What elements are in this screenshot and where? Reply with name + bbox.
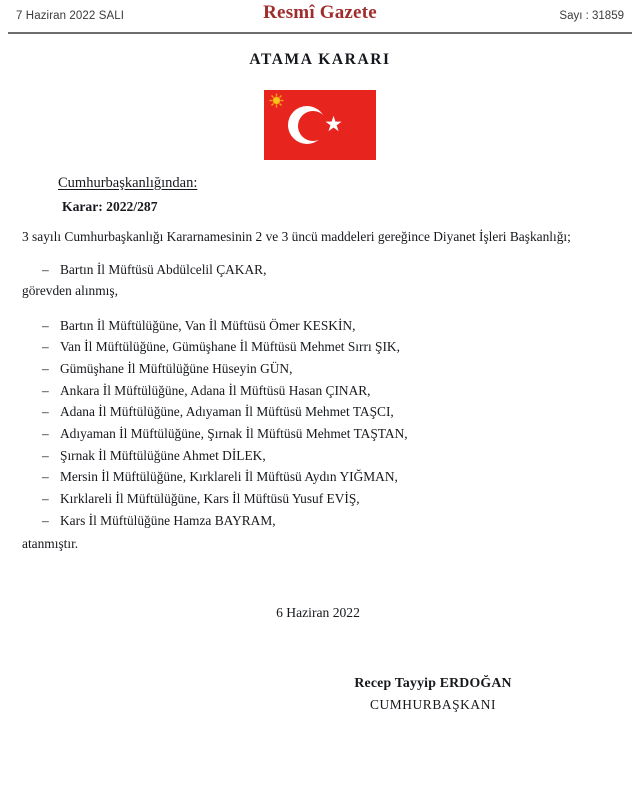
list-item-text: Adana İl Müftülüğüne, Adıyaman İl Müftüsü Mehmet TAŞCI, — [60, 404, 394, 420]
masthead-date: 7 Haziran 2022 SALI — [16, 10, 125, 22]
appointment-list — [22, 315, 614, 532]
dash-marker: – — [42, 512, 49, 528]
decision-number: Karar: 2022/287 — [62, 198, 158, 214]
dash-marker: – — [42, 262, 49, 278]
list-item-text: Gümüşhane İl Müftülüğüne Hüseyin GÜN, — [60, 360, 293, 376]
dash-marker: – — [42, 447, 49, 463]
spacer — [22, 250, 614, 259]
list-item — [22, 336, 614, 358]
list-item-text: Kars İl Müftülüğüne Hamza BAYRAM, — [60, 512, 276, 528]
decree-date: 6 Haziran 2022 — [276, 604, 360, 620]
masthead — [0, 0, 640, 34]
list-item — [22, 510, 614, 532]
star-glyph: ★ — [324, 112, 343, 136]
list-item — [22, 466, 614, 488]
list-item — [22, 423, 614, 445]
masthead-title: Resmî Gazete — [263, 2, 377, 23]
list-item-text: Adıyaman İl Müftülüğüne, Şırnak İl Müftüsü Mehmet TAŞTAN, — [60, 426, 408, 442]
list-item-text: Şırnak İl Müftülüğüne Ahmet DİLEK, — [60, 447, 266, 463]
dash-marker: – — [42, 339, 49, 355]
signature-block — [22, 676, 614, 712]
list-item — [22, 380, 614, 402]
list-item-text: Kırklareli İl Müftülüğüne, Kars İl Müftüsü Yusuf EVİŞ, — [60, 491, 360, 507]
decree-body — [0, 176, 640, 712]
dismissal-verb: görevden alınmış, — [22, 283, 118, 299]
list-item — [22, 358, 614, 380]
intro-paragraph: 3 sayılı Cumhurbaşkanlığı Kararnamesinin 2 ve 3 üncü maddeleri gereğince Diyanet İşleri Başkanlığı; — [22, 229, 571, 245]
list-item — [22, 445, 614, 467]
masthead-divider — [8, 32, 632, 34]
dash-marker: – — [42, 317, 49, 333]
issuer-label: Cumhurbaşkanlığından: — [58, 175, 198, 191]
turkish-flag-icon — [264, 90, 376, 160]
issuer-line — [22, 176, 614, 195]
list-item — [22, 315, 614, 337]
dash-marker: – — [42, 382, 49, 398]
flag-container — [0, 90, 640, 160]
list-item-text: Van İl Müftülüğüne, Gümüşhane İl Müftüsü Mehmet Sırrı ŞIK, — [60, 339, 400, 355]
spacer — [22, 302, 614, 315]
sun-burst-icon — [269, 93, 284, 108]
dash-marker: – — [42, 491, 49, 507]
signatory-name: Recep Tayyip ERDOĞAN — [354, 674, 512, 690]
dash-marker: – — [42, 469, 49, 485]
masthead-issue-number: Sayı : 31859 — [559, 10, 624, 22]
dismissal-item-text: Bartın İl Müftüsü Abdülcelil ÇAKAR, — [60, 262, 267, 278]
page-title: ATAMA KARARI — [249, 51, 391, 68]
list-item-text: Bartın İl Müftülüğüne, Van İl Müftüsü Ömer KESKİN, — [60, 317, 356, 333]
signatory-title: CUMHURBAŞKANI — [369, 697, 497, 713]
list-item-text: Mersin İl Müftülüğüne, Kırklareli İl Müftüsü Aydın YIĞMAN, — [60, 469, 398, 485]
dash-marker: – — [42, 404, 49, 420]
list-item-text: Ankara İl Müftülüğüne, Adana İl Müftüsü Hasan ÇINAR, — [60, 382, 371, 398]
list-item — [22, 401, 614, 423]
list-item — [22, 488, 614, 510]
dash-marker: – — [42, 426, 49, 442]
appointment-verb: atanmıştır. — [22, 535, 79, 551]
dash-marker: – — [42, 360, 49, 376]
dismissal-item — [22, 259, 614, 281]
